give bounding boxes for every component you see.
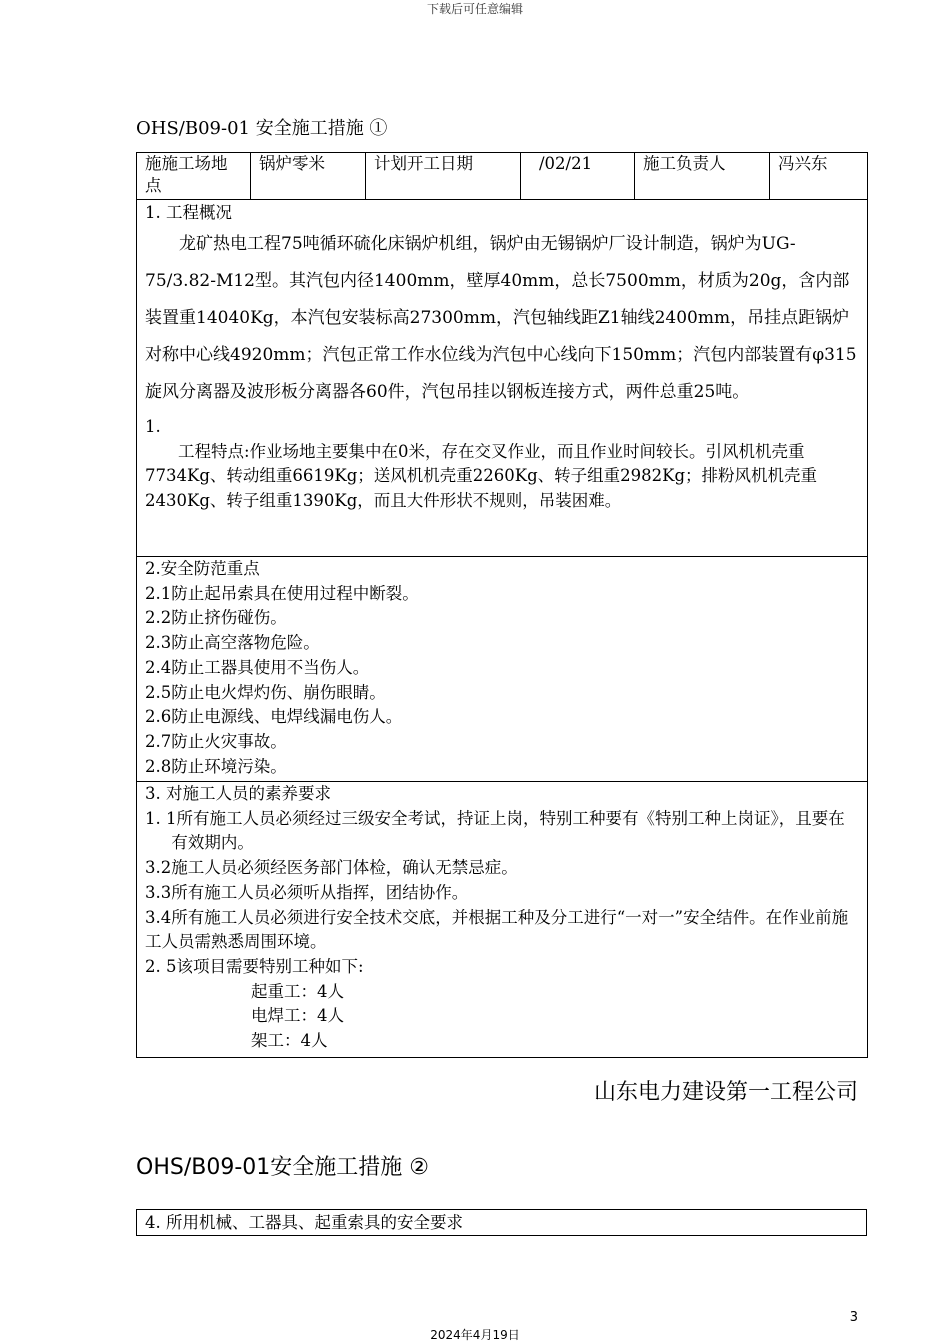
site-label: 施施工场地点 — [137, 153, 251, 200]
safety-item: 2.6防止电源线、电焊线漏电伤人。 — [145, 707, 403, 727]
section-personnel — [137, 782, 868, 1058]
footer-date: 2024年4月19日 — [430, 1328, 520, 1342]
section-overview — [137, 200, 868, 557]
safety-item: 2.5防止电火焊灼伤、崩伤眼睛。 — [145, 682, 386, 702]
personnel-item: 3.4所有施工人员必须进行安全技术交底，并根据工种及分工进行“一对一”安全结件。在作业前施工人员需熟悉周围环境。 — [145, 907, 849, 952]
worker-item: 起重工：4人 — [251, 981, 344, 1001]
info-row — [137, 153, 868, 200]
safety-item: 2.7防止火灾事故。 — [145, 731, 287, 751]
section-safety-points — [137, 557, 868, 782]
safety-measures-table — [136, 152, 868, 1058]
personnel-item: 3.2施工人员必须经医务部门体检，确认无禁忌症。 — [145, 858, 518, 878]
start-date-label: 计划开工日期 — [366, 153, 521, 200]
section4-title: 4. 所用机械、工器具、起重索具的安全要求 — [137, 1210, 867, 1236]
sub-marker: 1. — [145, 417, 161, 436]
safety-measures-table-2 — [136, 1209, 867, 1236]
section2-title: 2.安全防范重点 — [145, 559, 260, 578]
leader-value: 冯兴东 — [770, 153, 868, 200]
features-text: 工程特点:作业场地主要集中在0米，存在交叉作业，而且作业时间较长。引风机机壳重7734Kg、转动组重6619Kg；送风机机壳重2260Kg、转子组重2982Kg；排粉风机机壳重2430Kg、转子组重1390Kg，而且大件形状不规则，吊装困难。 — [145, 441, 818, 511]
worker-item: 电焊工：4人 — [251, 1006, 344, 1026]
worker-item: 架工：4人 — [251, 1031, 328, 1051]
download-note: 下载后可任意编辑 — [426, 2, 523, 16]
leader-label: 施工负责人 — [635, 153, 770, 200]
safety-item: 2.4防止工器具使用不当伤人。 — [145, 657, 370, 677]
section3-title: 3. 对施工人员的素养要求 — [145, 784, 331, 803]
start-date-value: /02/21 — [521, 153, 635, 200]
safety-item: 2.8防止环境污染。 — [145, 756, 287, 776]
safety-item: 2.2防止挤伤碰伤。 — [145, 608, 287, 628]
personnel-item: 3.3所有施工人员必须听从指挥，团结协作。 — [145, 882, 469, 902]
site-value: 锅炉零米 — [251, 153, 366, 200]
section1-title: 1. 工程概况 — [145, 203, 232, 222]
page-title: OHS/B09-01 安全施工措施 ① — [136, 118, 388, 139]
page-title-2: OHS/B09-01安全施工措施 ② — [136, 1155, 429, 1180]
safety-item: 2.1防止起吊索具在使用过程中断裂。 — [145, 583, 419, 603]
company-name: 山东电力建设第一工程公司 — [593, 1080, 858, 1105]
personnel-item: 1. 1所有施工人员必须经过三级安全考试，持证上岗，特别工种要有《特别工种上岗证》，且要在有效期内。 — [145, 808, 845, 853]
overview-text: 龙矿热电工程75吨循环硫化床锅炉机组，锅炉由无锡锅炉厂设计制造，锅炉为UG-75/3.82-M12型。其汽包内径1400mm，壁厚40mm，总长7500mm，材质为20g，含内部装置重14040Kg，本汽包安装标高27300mm，汽包轴线距Z1轴线2400mm，吊挂点距锅炉对称中心线4920mm；汽包正常工作水位线为汽包中心线向下150mm；汽包内部装置有φ315旋风分离器及波形板分离器各60件，汽包吊挂以钢板连接方式，两件总重25吨。 — [145, 234, 857, 402]
page-number: 3 — [849, 1310, 858, 1325]
personnel-item: 2. 5该项目需要特别工种如下: — [145, 956, 364, 976]
safety-item: 2.3防止高空落物危险。 — [145, 633, 320, 653]
